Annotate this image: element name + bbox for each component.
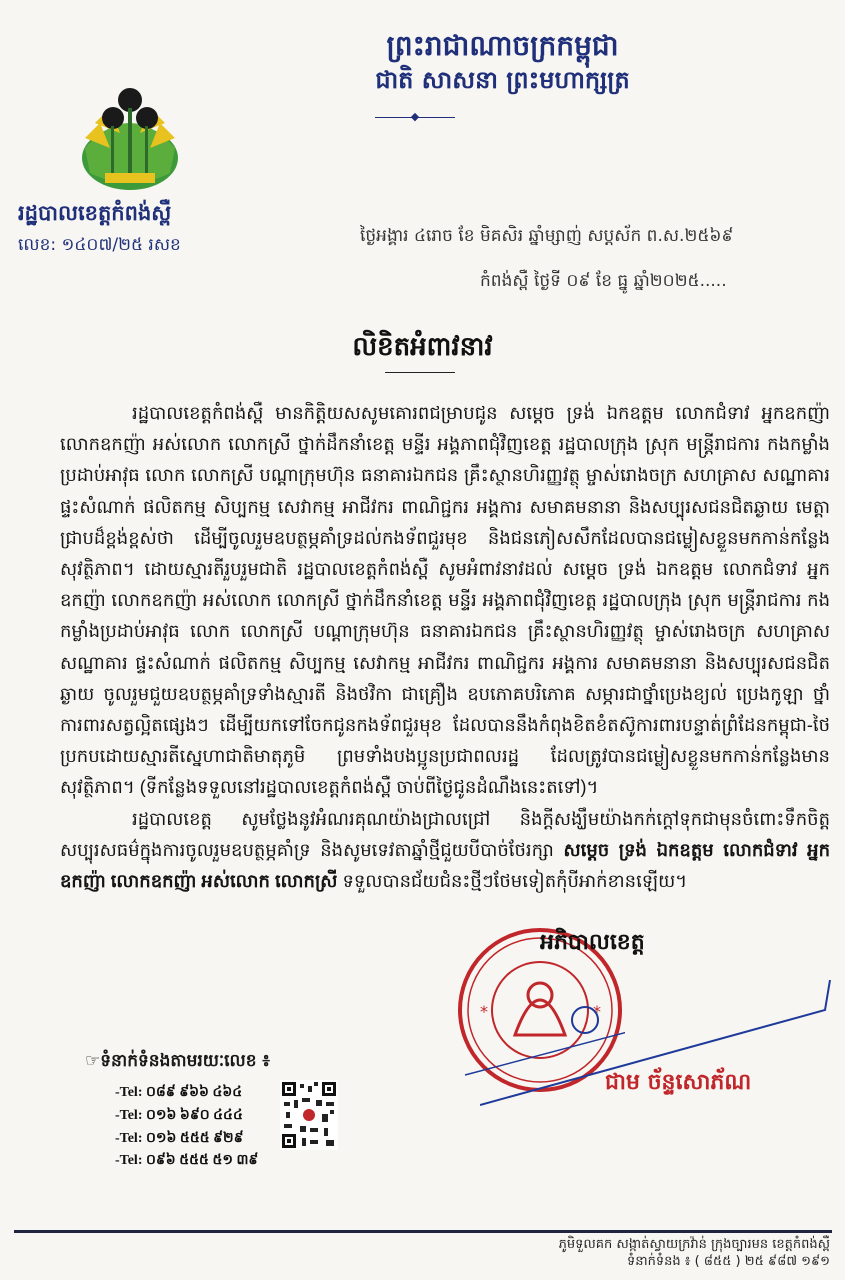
footer-divider [14, 1230, 832, 1233]
kingdom-title: ព្រះរាជាណាចក្រកម្ពុជា [386, 29, 619, 62]
footer-phone: ទំនាក់ទំនង ៖ ( ៨៥៥ ) ២៥ ៩៨៧ ១៩១ [626, 1254, 830, 1269]
signatory-title: អភិបាលខេត្ត [540, 930, 645, 955]
phone-number: -Tel: ០៩៦ ៥៥៥ ៥១ ៣៩ [115, 1153, 259, 1168]
phone-number: -Tel: ០១៦ ៥៥៥ ៩២៩ [115, 1131, 244, 1146]
thanks-text: រដ្ឋបាលខេត្ត សូមថ្លែងនូវអំណរគុណយ៉ាងជ្រាលជ្រៅ និងក្តីសង្ឃឹមយ៉ាងកក់ក្តៅទុកជាមុនចំពោះទឹកចិត្តសប្បុរសធម៌ក្នុងការចូលរួមឧបត្ថម្ភគាំទ្រ និងសូមទេវតាឆ្នាំថ្មីជួយបីបាច់ថែរក្សា [60, 808, 830, 860]
phone-number: -Tel: ០១៦ ៦៩០ ៤៤៤ [115, 1108, 243, 1123]
signatory-name: ជាម ច័ន្ទសោភ័ណ [605, 1070, 752, 1095]
lunar-date: ថ្ងៃអង្គារ ៤រោច ខែ មិគសិរ ឆ្នាំម្សាញ់ សប្តស័ក ព.ស.២៥៦៩ [360, 226, 734, 246]
header-ornament-divider [375, 117, 455, 118]
phone-number: -Tel: ០៨៩ ៩៦៦ ៤៦៤ [115, 1085, 243, 1100]
footer-address-block [540, 1236, 830, 1270]
appeal-paragraph: រដ្ឋបាលខេត្តកំពង់ស្ពឺ មានកិត្តិយសសូមគោរពជម្រាបជូន សម្តេច ទ្រង់ ឯកឧត្តម លោកជំទាវ អ្នកឧកញ៉ា លោកឧកញ៉ា អស់លោក លោកស្រី ថ្នាក់ដឹកនាំខេត្ត មន្ទីរ អង្គភាពជុំវិញខេត្ត រដ្ឋបាលក្រុង ស្រុក មន្ត្រីរាជការ កងកម្លាំងប្រដាប់អាវុធ លោក លោកស្រី បណ្ដាក្រុមហ៊ុន ធនាគារឯកជន គ្រឹះស្ថានហិរញ្ញវត្ថុ ម្ចាស់រោងចក្រ សហគ្រាស សណ្ឋាគារ ផ្ទះសំណាក់ ផលិតកម្ម សិប្បកម្ម សេវាកម្ម អាជីវករ ពាណិជ្ជករ អង្គការ សមាគមនានា និងសប្បុរសជនជិតឆ្ងាយ មេត្តាជ្រាបដ៏ខ្ពង់ខ្ពស់ថា ដើម្បីចូលរួមឧបត្ថម្ភគាំទ្រដល់កងទ័ពជួរមុខ និងជនភៀសសឹកដែលបានជម្លៀសខ្លួនមកកាន់កន្លែងសុវត្ថិភាព។ ដោយស្មារតីរួបរួមជាតិ រដ្ឋបាលខេត្តកំពង់ស្ពឺ សូមអំពាវនាវដល់ សម្តេច ទ្រង់ ឯកឧត្តម លោកជំទាវ អ្នកឧកញ៉ា លោកឧកញ៉ា អស់លោក លោកស្រី ថ្នាក់ដឹកនាំខេត្ត មន្ទីរ អង្គភាពជុំវិញខេត្ត រដ្ឋបាលក្រុង ស្រុក មន្ត្រីរាជការ កងកម្លាំងប្រដាប់អាវុធ លោក លោកស្រី បណ្ដាក្រុមហ៊ុន ធនាគារឯកជន គ្រឹះស្ថានហិរញ្ញវត្ថុ ម្ចាស់រោងចក្រ សហគ្រាស សណ្ឋាគារ ផ្ទះសំណាក់ ផលិតកម្ម សិប្បកម្ម សេវាកម្ម អាជីវករ ពាណិជ្ជករ អង្គការ សមាគមនានា និងសប្បុរសជនជិតឆ្ងាយ ចូលរួមជួយឧបត្ថម្ភគាំទ្រទាំងស្មារតី និងថវិកា ជាគ្រឿង ឧបភោគបរិភោគ សម្ភារជាថ្នាំប្រេងខ្យល់ ប្រេងកូឡា ថ្នាំការពារសត្វល្អិតផ្សេងៗ ដើម្បីយកទៅចែកជូនកងទ័ពជួរមុខ ដែលបាននឹងកំពុងខិតខំតស៊ូការពារបន្ទាត់ព្រំដែនកម្ពុជា-ថៃ ប្រកបដោយស្មារតីស្នេហាជាតិមាតុភូមិ ព្រមទាំងបងប្អូនប្រជាពលរដ្ឋ ដែលត្រូវបានជម្លៀសខ្លួនមកកាន់កន្លែងមានសុវត្ថិភាព។ (ទីកន្លែងទទួលនៅរដ្ឋបាលខេត្តកំពង់ស្ពឺ ចាប់ពីថ្ងៃជូនដំណឹងនេះតទៅ)។ [60, 403, 830, 798]
footer-address: ភូមិទួលគក សង្កាត់ស្វាយក្រវ៉ាន់ ក្រុងច្បារមន ខេត្តកំពង់ស្ពឺ [558, 1237, 830, 1252]
reference-number: លេខ: ១៤០៧/២៥ រសខ [18, 235, 181, 255]
solar-date: កំពង់ស្ពឺ ថ្ងៃទី ០៩ ខែ ធ្នូ ឆ្នាំ២០២៥..... [480, 271, 727, 291]
thanks-text-end: ទទួលបានជ័យជំនះថ្មីៗថែមទៀតកុំបីអាក់ខានឡើយ។ [337, 871, 688, 892]
sender-organization: រដ្ឋបាលខេត្តកំពង់ស្ពឺ [18, 201, 172, 225]
province-emblem-icon [75, 78, 185, 193]
letter-body [60, 398, 830, 897]
thanks-paragraph [60, 804, 830, 898]
title-ornament-divider [385, 372, 455, 373]
document-title: លិខិតអំពាវនាវ [352, 332, 493, 362]
thanks-recipients-bold: សម្តេច ទ្រង់ ឯកឧត្តម លោកជំទាវ អ្នកឧកញ៉ា លោកឧកញ៉ា អស់លោក លោកស្រី [60, 839, 831, 892]
svg-text:*: * [480, 1002, 488, 1021]
contact-heading: ☞ទំនាក់ទំនងតាមរយៈលេខ ៖ [85, 1051, 270, 1071]
qr-code-icon[interactable] [280, 1080, 338, 1150]
national-motto: ជាតិ សាសនា ព្រះមហាក្សត្រ [375, 66, 630, 94]
svg-text:*: * [593, 1002, 601, 1021]
